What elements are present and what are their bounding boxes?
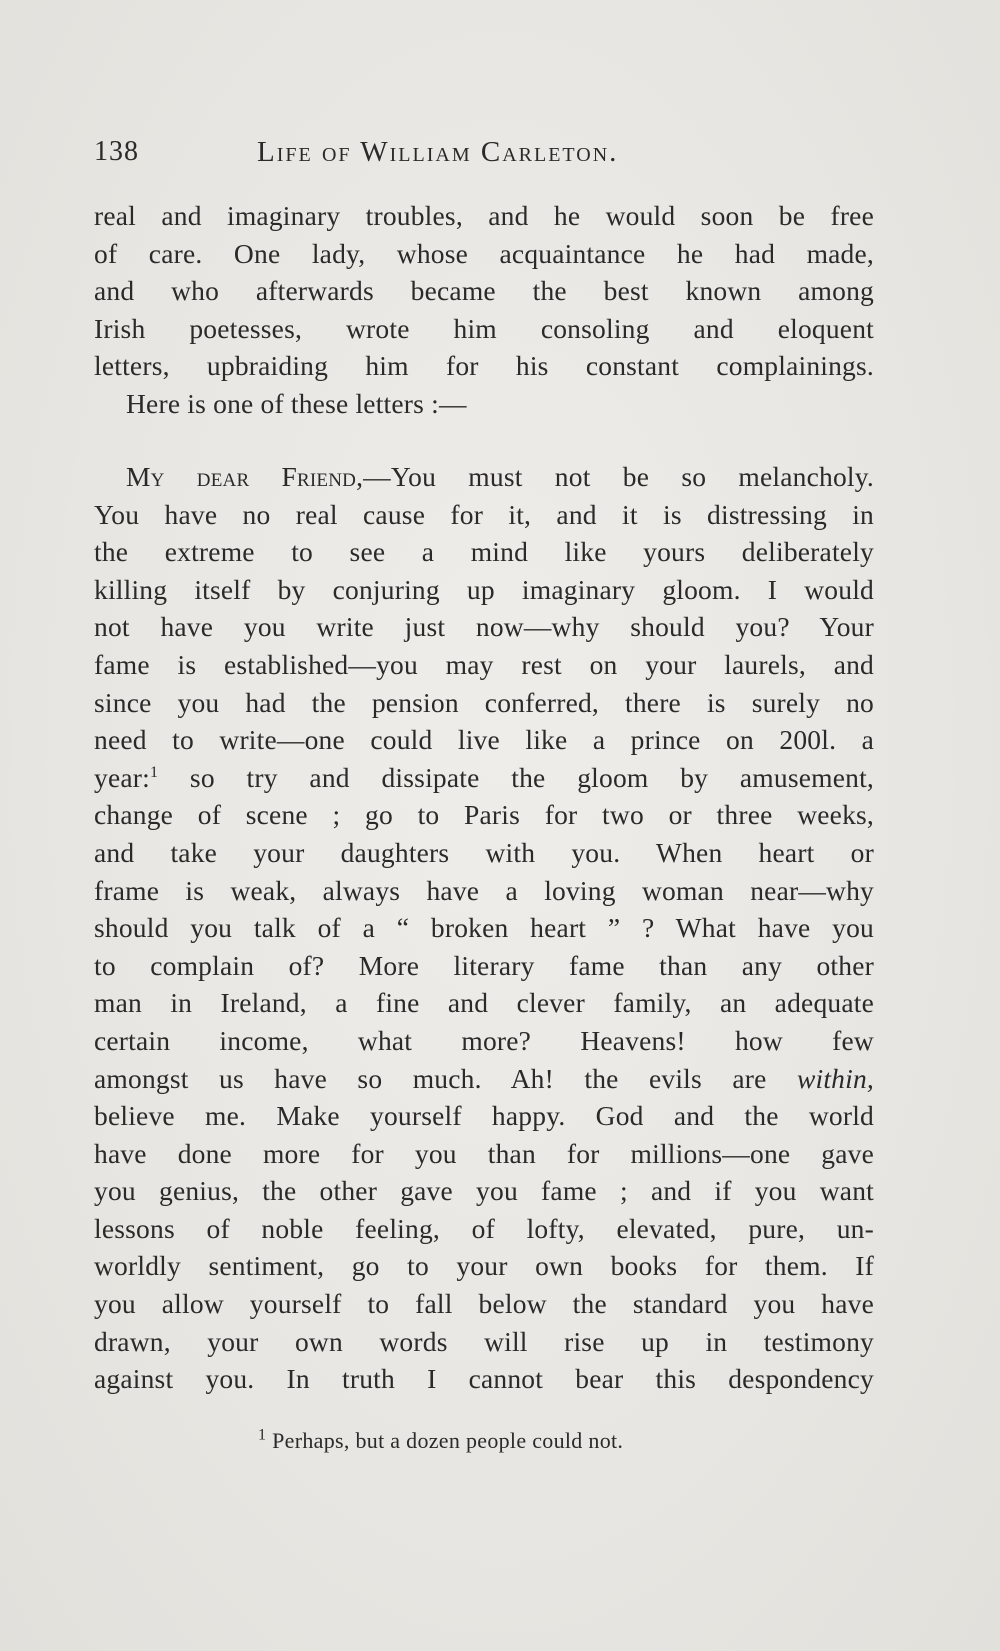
text-line: real and imaginary troubles, and he would soon be free (94, 200, 874, 231)
letter-paragraph (94, 458, 874, 1398)
page-header (94, 136, 874, 176)
text-line: not have you write just now—why should you? Your (94, 611, 874, 643)
footnote-number: 1 (258, 1426, 267, 1444)
text-line: certain income, what more? Heavens! how few (94, 1024, 874, 1056)
text-line: Here is one of these letters :— (126, 387, 467, 419)
intro-paragraph (94, 197, 874, 423)
text-line: man in Ireland, a fine and clever family, an adequate (94, 987, 874, 1019)
text-line: lessons of noble feeling, of lofty, elevated, pure, un- (94, 1212, 874, 1244)
salutation: My dear Friend, (126, 461, 364, 492)
text-fragment: year: (94, 761, 150, 793)
text-line (94, 1060, 874, 1098)
text-line: you genius, the other gave you fame ; and if you want (94, 1175, 874, 1207)
text-line: and who afterwards became the best known among (94, 275, 874, 307)
text-line: killing itself by conjuring up imaginary gloom. I would (94, 573, 874, 605)
text-line: since you had the pension conferred, there is surely no (94, 686, 874, 718)
text-line: You have no real cause for it, and it is distressing in (94, 498, 874, 530)
footnote (258, 1428, 623, 1454)
text-fragment: so try and dissipate the gloom by amusement, (158, 761, 874, 793)
text-line: worldly sentiment, go to your own books for them. If (94, 1250, 874, 1282)
text-fragment: amongst us have so much. Ah! the evils are (94, 1062, 797, 1094)
text-line: need to write—one could live like a prince on 200l. a (94, 724, 874, 756)
text-line: the extreme to see a mind like yours deliberately (94, 536, 874, 568)
text-line: have done more for you than for millions—one gave (94, 1137, 874, 1169)
text-line: change of scene ; go to Paris for two or three weeks, (94, 799, 874, 831)
text-line: Irish poetesses, wrote him consoling and eloquent (94, 312, 874, 344)
text-line: fame is established—you may rest on your laurels, and (94, 648, 874, 680)
text-fragment: —You must not be so melancholy. (363, 461, 874, 492)
text-line: to complain of? More literary fame than any other (94, 949, 874, 981)
footnote-text: Perhaps, but a dozen people could not. (266, 1428, 624, 1453)
text-line: frame is weak, always have a loving woman near—why (94, 874, 874, 906)
text-line: against you. In truth I cannot bear this despondency (94, 1363, 874, 1395)
text-line: should you talk of a “ broken heart ” ? What have you (94, 912, 874, 944)
footnote-ref-line (94, 759, 874, 797)
text-line: believe me. Make yourself happy. God and the world (94, 1100, 874, 1132)
text-line: of care. One lady, whose acquaintance he had made, (94, 237, 874, 269)
page-number: 138 (94, 136, 139, 167)
footnote-marker: 1 (149, 763, 159, 781)
text-line: letters, upbraiding him for his constant complainings. (94, 350, 874, 382)
text-line: and take your daughters with you. When heart or (94, 836, 874, 868)
letter-first-line (94, 458, 874, 496)
running-title: Life of William Carleton. (257, 136, 619, 168)
text-line: drawn, your own words will rise up in testimony (94, 1325, 874, 1357)
emphasis-within: within, (796, 1062, 874, 1094)
text-line: you allow yourself to fall below the standard you have (94, 1288, 874, 1320)
